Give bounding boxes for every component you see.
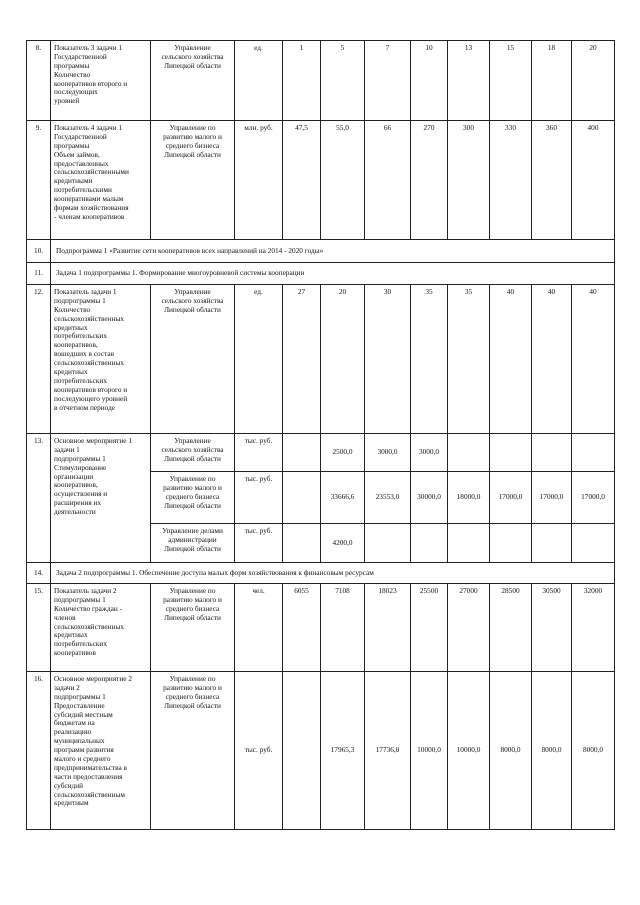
- value-cell: [572, 434, 615, 472]
- value-cell: [411, 524, 448, 563]
- unit: тыс. руб.: [235, 434, 283, 472]
- indicator-name: Показатель 3 задачи 1 Государственной программы Количество кооперативов второго и последующих уровней: [51, 41, 151, 121]
- value-cell: 400: [572, 121, 615, 240]
- row-number: 12.: [27, 285, 51, 434]
- row-number: 16.: [27, 672, 51, 830]
- value-cell: 300: [448, 121, 490, 240]
- value-cell: 17000,0: [532, 472, 572, 524]
- value-cell: [283, 472, 321, 524]
- value-cell: 7108: [321, 584, 365, 672]
- table-row: [27, 584, 615, 672]
- value-cell: 10000,0: [448, 672, 490, 830]
- value-cell: 15: [490, 41, 532, 121]
- indicator-name: Показатель задачи 1 подпрограммы 1 Количество сельскохозяйственных кредитных потребительских кооперативов, вошедших в состав сельскохозяйственных кредитных потребительских кооперативов второго и последующего уровней в отчетном периоде: [51, 285, 151, 434]
- value-cell: 10000,0: [411, 672, 448, 830]
- table-row: [27, 434, 615, 472]
- indicator-name: Показатель 4 задачи 1 Государственной программы Объем займов, предоставленных сельскохозяйственными кредитными потребительскими кооперативами малым формам хозяйствования - членам кооперативов: [51, 121, 151, 240]
- responsible-org: Управление делами администрации Липецкой области: [151, 524, 235, 563]
- subprogram-title: Подпрограмма 1 «Развитие сети кооперативов всех направлений на 2014 - 2020 годы»: [51, 240, 615, 263]
- value-cell: 13: [448, 41, 490, 121]
- responsible-org: Управление сельского хозяйства Липецкой области: [151, 285, 235, 434]
- table-row: [27, 41, 615, 121]
- value-cell: 17965,3: [321, 672, 365, 830]
- row-number: 14.: [27, 563, 51, 584]
- value-cell: 18000,0: [448, 472, 490, 524]
- value-cell: 32000: [572, 584, 615, 672]
- value-cell: 30: [365, 285, 411, 434]
- indicator-name: Показатель задачи 2 подпрограммы 1 Количество граждан - членов сельскохозяйственных кредитных потребительских кооперативов: [51, 584, 151, 672]
- responsible-org: Управление сельского хозяйства Липецкой области: [151, 41, 235, 121]
- table-row: [27, 121, 615, 240]
- value-cell: 3000,0: [411, 434, 448, 472]
- value-cell: 27: [283, 285, 321, 434]
- value-cell: [532, 434, 572, 472]
- table-row: [27, 285, 615, 434]
- value-cell: 23553,0: [365, 472, 411, 524]
- section-row: [27, 563, 615, 584]
- value-cell: 27000: [448, 584, 490, 672]
- value-cell: 47,5: [283, 121, 321, 240]
- value-cell: 40: [572, 285, 615, 434]
- responsible-org: Управление по развитию малого и среднего бизнеса Липецкой области: [151, 584, 235, 672]
- responsible-org: Управление сельского хозяйства Липецкой области: [151, 434, 235, 472]
- value-cell: 18023: [365, 584, 411, 672]
- value-cell: 20: [572, 41, 615, 121]
- value-cell: 28500: [490, 584, 532, 672]
- unit: чел.: [235, 584, 283, 672]
- value-cell: 17000,0: [490, 472, 532, 524]
- value-cell: 10: [411, 41, 448, 121]
- value-cell: 2500,0: [321, 434, 365, 472]
- value-cell: 30500: [532, 584, 572, 672]
- value-cell: 17000,0: [572, 472, 615, 524]
- value-cell: [283, 672, 321, 830]
- value-cell: 5: [321, 41, 365, 121]
- row-number: 9.: [27, 121, 51, 240]
- value-cell: [490, 434, 532, 472]
- task-title: Задача 2 подпрограммы 1. Обеспечение доступа малых форм хозяйствования к финансовым ресурсам: [51, 563, 615, 584]
- value-cell: 35: [448, 285, 490, 434]
- value-cell: [532, 524, 572, 563]
- value-cell: 17736,0: [365, 672, 411, 830]
- responsible-org: Управление по развитию малого и среднего бизнеса Липецкой области: [151, 121, 235, 240]
- value-cell: 55,0: [321, 121, 365, 240]
- indicators-table: [26, 40, 615, 830]
- value-cell: 35: [411, 285, 448, 434]
- value-cell: 66: [365, 121, 411, 240]
- value-cell: 8000,0: [490, 672, 532, 830]
- responsible-org: Управление по развитию малого и среднего бизнеса Липецкой области: [151, 472, 235, 524]
- responsible-org: Управление по развитию малого и среднего бизнеса Липецкой области: [151, 672, 235, 830]
- unit: млн. руб.: [235, 121, 283, 240]
- row-number: 15.: [27, 584, 51, 672]
- row-number: 13.: [27, 434, 51, 563]
- value-cell: [448, 524, 490, 563]
- table-row: [27, 672, 615, 830]
- value-cell: [365, 524, 411, 563]
- value-cell: 360: [532, 121, 572, 240]
- unit: ед.: [235, 285, 283, 434]
- row-number: 11.: [27, 263, 51, 285]
- activity-name: Основное мероприятие 2 задачи 2 подпрограммы 1 Предоставление субсидий местным бюджетам на реализацию муниципальных программ развития малого и среднего предпринимательства в части предоставления субсидий сельскохозяйственным кредитным: [51, 672, 151, 830]
- value-cell: [283, 434, 321, 472]
- value-cell: 1: [283, 41, 321, 121]
- value-cell: 40: [490, 285, 532, 434]
- value-cell: [490, 524, 532, 563]
- value-cell: [448, 434, 490, 472]
- activity-name: Основное мероприятие 1 задачи 1 подпрограммы 1 Стимулирование организации кооперативов, осуществления и расширения их деятельности: [51, 434, 151, 563]
- section-row: [27, 240, 615, 263]
- value-cell: 6055: [283, 584, 321, 672]
- value-cell: 30000,0: [411, 472, 448, 524]
- unit: ед.: [235, 41, 283, 121]
- unit: тыс. руб.: [235, 524, 283, 563]
- value-cell: [572, 524, 615, 563]
- row-number: 8.: [27, 41, 51, 121]
- value-cell: 270: [411, 121, 448, 240]
- value-cell: 8000,0: [572, 672, 615, 830]
- value-cell: [283, 524, 321, 563]
- value-cell: 3000,0: [365, 434, 411, 472]
- value-cell: 40: [532, 285, 572, 434]
- section-row: [27, 263, 615, 285]
- unit: тыс. руб.: [235, 672, 283, 830]
- value-cell: 25500: [411, 584, 448, 672]
- value-cell: 18: [532, 41, 572, 121]
- task-title: Задача 1 подпрограммы 1. Формирование многоуровневой системы кооперации: [51, 263, 615, 285]
- unit: тыс. руб.: [235, 472, 283, 524]
- value-cell: 330: [490, 121, 532, 240]
- value-cell: 33666,6: [321, 472, 365, 524]
- value-cell: 20: [321, 285, 365, 434]
- value-cell: 4200,0: [321, 524, 365, 563]
- value-cell: 7: [365, 41, 411, 121]
- row-number: 10.: [27, 240, 51, 263]
- value-cell: 8000,0: [532, 672, 572, 830]
